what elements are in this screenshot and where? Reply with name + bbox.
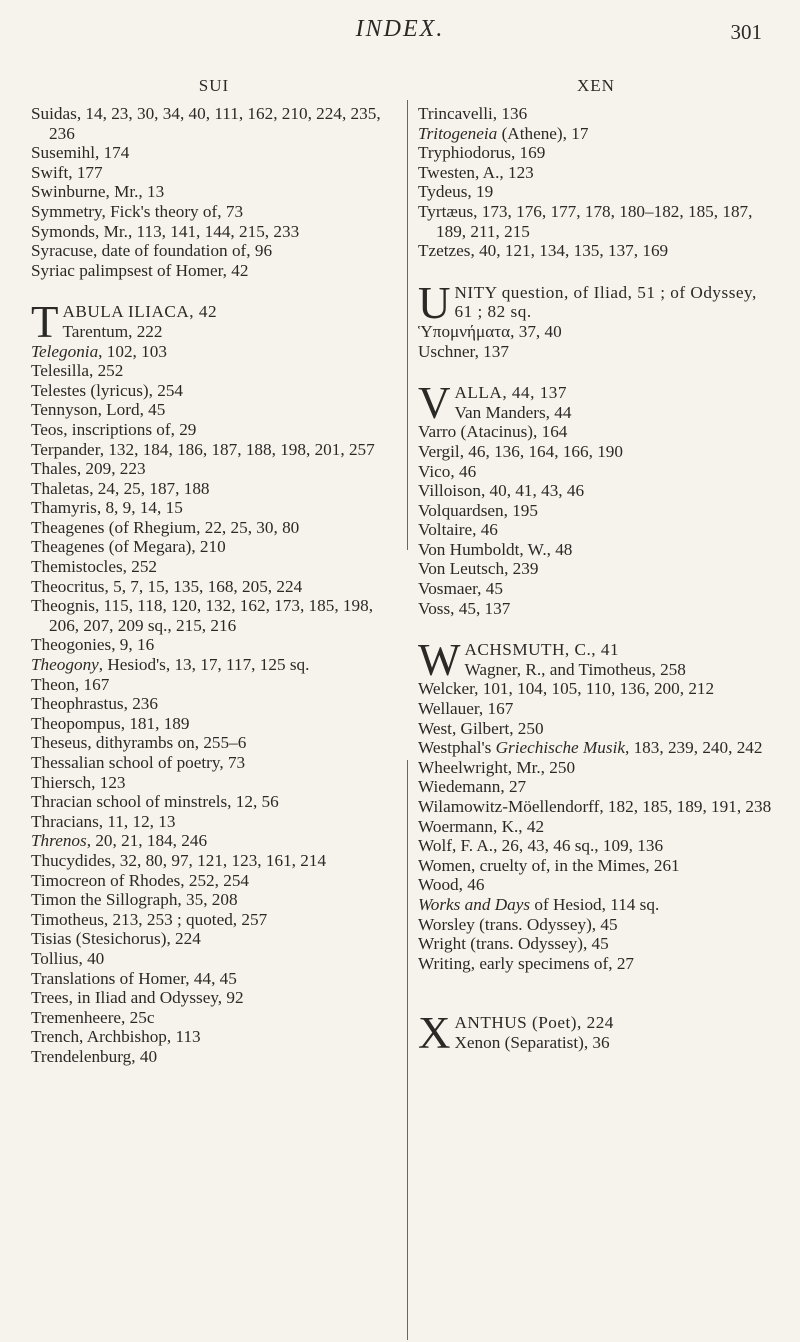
index-entry: Von Leutsch, 239	[418, 559, 539, 579]
index-entry: Wheelwright, Mr., 250	[418, 757, 576, 777]
page-title: INDEX.	[355, 16, 445, 42]
index-entry: Tisias (Stesichorus), 224	[31, 929, 201, 949]
entry-text: Xenon (Separatist), 36	[454, 1032, 610, 1052]
entry-text: ALLA, 44, 137	[454, 383, 567, 403]
index-entry: Timocreon of Rhodes, 252, 254	[31, 870, 250, 890]
entry-pages: , Hesiod's, 13, 17, 117, 125 sq.	[98, 655, 310, 675]
index-entry: Thucydides, 32, 80, 97, 121, 123, 161, 214	[31, 850, 327, 870]
index-entry: Susemihl, 174	[31, 143, 130, 163]
index-entry: Timon the Sillograph, 35, 208	[31, 890, 238, 910]
entry-pages: , 20, 21, 184, 246	[86, 831, 208, 851]
work-title: Telegonia	[31, 341, 99, 361]
page-header	[0, 0, 800, 60]
column-divider	[407, 760, 408, 1340]
index-entry: Vosmaer, 45	[418, 579, 503, 599]
work-title: Griechische Musik	[495, 738, 625, 758]
index-entry: Theagenes (of Megara), 210	[31, 537, 226, 557]
index-entry: Thracians, 11, 12, 13	[31, 811, 176, 831]
entry-text: Wagner, R., and Timotheus, 258	[464, 659, 686, 679]
index-entry: Telesilla, 252	[31, 361, 124, 381]
left-column	[31, 76, 397, 1067]
index-entry: Swinburne, Mr., 13	[31, 182, 165, 202]
index-entry: Wellauer, 167	[418, 699, 514, 719]
index-entry: Vergil, 46, 136, 164, 166, 190	[418, 441, 623, 461]
index-entry: Voss, 45, 137	[418, 598, 511, 618]
right-column-heading: XEN	[577, 76, 615, 95]
entry-text: ACHSMUTH, C., 41	[464, 640, 620, 660]
index-entry: Thamyris, 8, 9, 14, 15	[31, 498, 183, 518]
index-entry: Suidas, 14, 23, 30, 34, 40, 111, 162, 210, 224, 235, 236	[31, 104, 381, 143]
index-entry: Wilamowitz-Möellendorff, 182, 185, 189, 191, 238	[418, 797, 772, 816]
section-u-first-entry	[418, 277, 774, 328]
index-entry	[31, 831, 397, 851]
section-x-first-entry	[418, 1008, 774, 1059]
index-entry: Telestes (lyricus), 254	[31, 380, 184, 400]
index-entry: Thracian school of minstrels, 12, 56	[31, 792, 279, 812]
section-gap	[31, 280, 397, 302]
index-entry: Theon, 167	[31, 674, 110, 694]
index-entry: Terpander, 132, 184, 186, 187, 188, 198, 201, 257	[31, 439, 375, 459]
index-entry: Theognis, 115, 118, 120, 132, 162, 173, 185, 198, 206, 207, 209 sq., 215, 216	[31, 596, 373, 635]
index-entry: Wright (trans. Odyssey), 45	[418, 934, 609, 954]
index-entry: Tremenheere, 25c	[31, 1007, 155, 1027]
entry-pages: , 183, 239, 240, 242	[624, 738, 763, 758]
index-entry: Writing, early specimens of, 27	[418, 953, 635, 973]
index-entry: Theagenes (of Rhegium, 22, 25, 30, 80	[31, 517, 300, 537]
drop-cap-x: X	[418, 1008, 451, 1059]
index-entry: Thiersch, 123	[31, 772, 126, 792]
index-entry: Tzetzes, 40, 121, 134, 135, 137, 169	[418, 241, 669, 261]
index-entry: Tennyson, Lord, 45	[31, 400, 166, 420]
index-entry	[31, 655, 397, 675]
index-entry: West, Gilbert, 250	[418, 718, 544, 738]
index-entry: Translations of Homer, 44, 45	[31, 968, 237, 988]
entry-text: ABULA ILIACA, 42	[62, 302, 218, 322]
index-entry: Thessalian school of poetry, 73	[31, 753, 246, 772]
entry-pages: of Hesiod, 114 sq.	[530, 894, 660, 914]
work-title: Theogony	[31, 655, 99, 675]
section-v-first-entry	[418, 378, 774, 429]
section-gap	[418, 973, 774, 1013]
index-entry: Theophrastus, 236	[31, 694, 158, 714]
index-entry: Twesten, A., 123	[418, 162, 534, 182]
index-entry: Trendelenburg, 40	[31, 1046, 158, 1066]
index-entry: Theogonies, 9, 16	[31, 635, 155, 655]
index-entry: Villoison, 40, 41, 43, 46	[418, 481, 585, 501]
index-entry: Tyrtæus, 173, 176, 177, 178, 180–182, 185, 187, 189, 211, 215	[418, 201, 753, 241]
index-entry: Trees, in Iliad and Odyssey, 92	[31, 988, 244, 1008]
index-entry: Uschner, 137	[418, 341, 509, 361]
index-entry: Theseus, dithyrambs on, 255–6	[31, 733, 247, 753]
index-entry: Syriac palimpsest of Homer, 42	[31, 260, 249, 280]
page-number: 301	[730, 20, 762, 44]
index-entry: Tydeus, 19	[418, 182, 494, 202]
index-entry: Wood, 46	[418, 875, 485, 895]
index-entry: Von Humboldt, W., 48	[418, 539, 573, 559]
left-column-heading: SUI	[198, 76, 230, 95]
section-w-first-entry	[418, 635, 774, 686]
drop-cap-w: W	[418, 635, 461, 686]
section-gap	[418, 618, 774, 640]
index-entry: Vico, 46	[418, 461, 477, 481]
right-column	[418, 76, 774, 1059]
section-gap	[418, 261, 774, 283]
index-entry: Voltaire, 46	[418, 520, 498, 540]
index-entry: Thaletas, 24, 25, 187, 188	[31, 478, 210, 498]
index-entry: Women, cruelty of, in the Mimes, 261	[418, 855, 680, 875]
drop-cap-t: T	[31, 297, 59, 348]
index-entry: Symonds, Mr., 113, 141, 144, 215, 233	[31, 221, 300, 241]
index-entry	[418, 738, 774, 758]
entry-text: Westphal's	[418, 738, 496, 758]
index-entry: Tollius, 40	[31, 948, 105, 968]
index-entry: Ὑπομνήματα, 37, 40	[418, 321, 562, 341]
index-entry: Volquardsen, 195	[418, 500, 538, 520]
index-entry: Tryphiodorus, 169	[418, 143, 546, 163]
index-entry: Theopompus, 181, 189	[31, 713, 190, 733]
work-title: Threnos	[31, 831, 87, 851]
index-entry: Timotheus, 213, 253 ; quoted, 257	[31, 909, 268, 929]
index-entry: Symmetry, Fick's theory of, 73	[31, 201, 244, 221]
index-entry: Theocritus, 5, 7, 15, 135, 168, 205, 224	[31, 576, 303, 596]
entry-text: Van Manders, 44	[454, 402, 572, 422]
entry-text: NITY question, of Iliad, 51 ; of Odyssey, 61 ; 82 sq.	[454, 282, 757, 322]
index-entry: Syracuse, date of foundation of, 96	[31, 241, 273, 261]
index-entry: Worsley (trans. Odyssey), 45	[418, 914, 618, 934]
index-entry: Welcker, 101, 104, 105, 110, 136, 200, 212	[418, 679, 715, 699]
index-entry: Wiedemann, 27	[418, 777, 527, 797]
drop-cap-u: U	[418, 277, 451, 328]
entry-text: Tarentum, 222	[62, 321, 163, 341]
index-entry: Wolf, F. A., 26, 43, 46 sq., 109, 136	[418, 836, 664, 856]
entry-pages: (Athene), 17	[497, 123, 589, 143]
section-t-first-entry	[31, 297, 397, 348]
index-entry	[418, 895, 774, 915]
index-entry	[418, 124, 774, 144]
index-entry: Varro (Atacinus), 164	[418, 422, 568, 442]
index-entry: Teos, inscriptions of, 29	[31, 419, 197, 439]
index-entry: Thales, 209, 223	[31, 459, 146, 479]
drop-cap-v: V	[418, 378, 451, 429]
index-entry: Themistocles, 252	[31, 557, 158, 577]
section-gap	[418, 361, 774, 383]
index-entry: Woermann, K., 42	[418, 816, 545, 836]
index-entry	[31, 342, 397, 362]
entry-text: ANTHUS (Poet), 224	[454, 1013, 614, 1033]
index-entry: Trench, Archbishop, 113	[31, 1027, 201, 1047]
entry-pages: , 102, 103	[98, 341, 167, 361]
work-title: Tritogeneia	[418, 123, 498, 143]
column-divider	[407, 100, 408, 550]
index-entry: Swift, 177	[31, 162, 103, 182]
index-entry: Trincavelli, 136	[418, 104, 528, 123]
work-title: Works and Days	[418, 894, 531, 914]
